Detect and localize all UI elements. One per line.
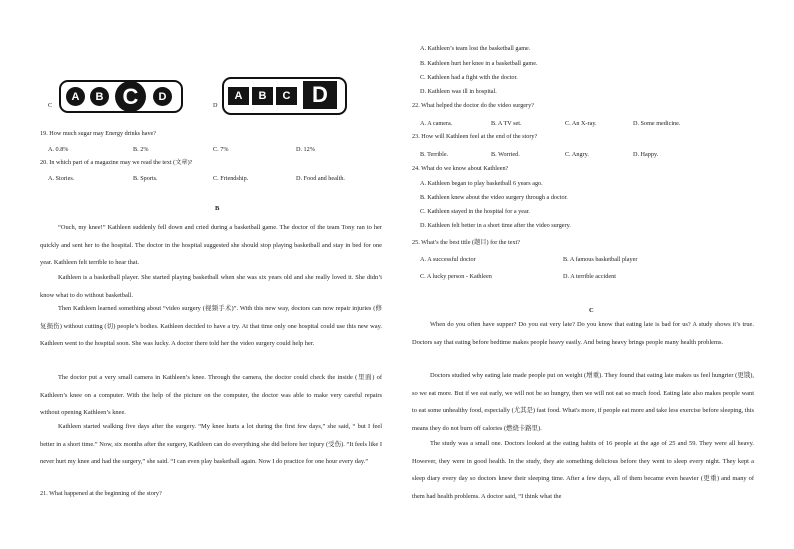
q19-option-c: C. 7% — [213, 146, 229, 153]
q24-option-a: A. Kathleen began to play basketball 6 years ago. — [420, 180, 543, 187]
energy-rating-d-image — [222, 77, 347, 115]
q24-question: 24. What do we know about Kathleen? — [412, 165, 509, 172]
section-b-heading: B — [215, 205, 220, 212]
q19-option-a: A. 0.8% — [48, 146, 69, 153]
q20-option-a: A. Stories. — [48, 175, 75, 182]
q22-option-b: B. A TV set. — [491, 120, 522, 127]
q23-option-d: D. Happy. — [633, 151, 659, 158]
passage-c-paragraph-1: When do you often have supper? Do you eat very late? Do you know that eating late is bad for us? A study shows it’s true. Doctors say that eating before bedtime makes people heavy easily. And being heavy brings people many health problems. — [412, 321, 754, 346]
q22-option-a: A. A camera. — [420, 120, 453, 127]
q20-question: 20. In which part of a magazine may we read the text (文章)? — [40, 159, 193, 166]
q24-option-b: B. Kathleen knew about the video surgery through a doctor. — [420, 194, 568, 201]
q21-option-d: D. Kathleen was ill in hospital. — [420, 88, 497, 95]
q21-question: 21. What happened at the beginning of the story? — [40, 490, 162, 497]
q25-option-a: A. A successful doctor — [420, 256, 476, 263]
passage-b-paragraph-3: Then Kathleen learned something about “video surgery (视频手术)”. With this new way, doctors can now repair injuries (修复损伤) without cutting (切) people’s bodies. Kathleen decided to have a try. At that time only one hospital could use this new way. Kathleen went to the hospital soon. She was lucky. A doctor there told her the video surgery could help her. — [40, 305, 382, 347]
q23-question: 23. How will Kathleen feel at the end of the story? — [412, 133, 538, 140]
q22-option-c: C. An X-ray. — [565, 120, 597, 127]
passage-b-paragraph-5: Kathleen started walking five days after the surgery. “My knee hurts a lot during the first few days,” she said, “ but I feel better in a short time.” Now, six months after the surgery, Kathleen can do everything she did before her injury (受伤). “It feels like I never hurt my knee and had the surgery,” she said. “I can even play basketball again. Now I do practice for one hour every day.” — [40, 423, 382, 465]
grade-a-square: A — [228, 87, 249, 105]
q25-question: 25. What’s the best title (题目) for the text? — [412, 239, 520, 246]
q24-option-c: C. Kathleen stayed in the hospital for a year. — [420, 208, 530, 215]
grade-d-circle: D — [153, 87, 172, 106]
energy-rating-c-image — [59, 80, 183, 113]
grade-c-square: C — [276, 87, 297, 105]
q20-option-d: D. Food and health. — [296, 175, 345, 182]
passage-b-paragraph-4: The doctor put a very small camera in Kathleen’s knee. Through the camera, the doctor could check the inside (里面) of Kathleen’s knee on a computer. With the help of the picture on the computer, the doctor was able to make very careful repairs without opening Kathleen’s knee. — [40, 374, 382, 416]
q24-option-d: D. Kathleen felt better in a short time after the video surgery. — [420, 222, 571, 229]
grade-d-square-large: D — [303, 81, 337, 109]
q23-option-c: C. Angry. — [565, 151, 589, 158]
q22-question: 22. What helped the doctor do the video surgery? — [412, 102, 534, 109]
q23-option-a: B. Terrible. — [420, 151, 449, 158]
grade-a-circle: A — [66, 87, 85, 106]
q23-option-b: B. Worried. — [491, 151, 520, 158]
passage-b-paragraph-1: “Ouch, my knee!” Kathleen suddenly fell down and cried during a basketball game. The doctor of the team Tony ran to her quickly and sent her to the hospital. The doctor in the hospital suggested she should stop playing basketball and stay in bed for one year. Kathleen felt terrible to hear that. — [40, 224, 382, 266]
passage-c-paragraph-2: Doctors studied why eating late made people put on weight (增重). They found that eating late makes us feel hungrier (更饿), so we eat more. But if we eat early, we will not be so hungry, then we will not eat so much food. Eating late also makes people want to eat some unhealthy food, especially (尤其是) fast food. What's more, if people eat more and take less exercise before sleeping, this means they do not burn off calories (燃烧卡路里). — [412, 372, 754, 432]
q19-option-d: D. 12% — [296, 146, 315, 153]
q25-option-d: D. A terrible accident — [563, 273, 616, 280]
passage-c-paragraph-3: The study was a small one. Doctors looked at the eating habits of 16 people at the age of 25 and 59. They were all heavy. However, they were in good health. In the study, they ate something delicious before they went to sleep every night. They kept a sleep diary every day so doctors knew their sleeping time. After a few days, all of them became even heavier (更重) and many of them had health problems. A doctor said, “I think what the — [412, 440, 754, 500]
q25-option-b: B. A famous basketball player — [563, 256, 638, 263]
option-c-label: C — [48, 102, 53, 109]
q21-option-b: B. Kathleen hurt her knee in a basketball game. — [420, 60, 538, 67]
q21-option-c: C. Kathleen had a fight with the doctor. — [420, 74, 518, 81]
section-c-heading: C — [589, 307, 594, 314]
q22-option-d: D. Some medicine. — [633, 120, 681, 127]
q21-option-a: A. Kathleen’s team lost the basketball game. — [420, 45, 531, 52]
q20-option-b: B. Sports. — [133, 175, 158, 182]
q20-option-c: C. Friendship. — [213, 175, 249, 182]
grade-c-circle-large: C — [115, 81, 146, 112]
option-d-label: D — [213, 102, 218, 109]
q25-option-c: C. A lucky person - Kathleen — [420, 273, 492, 280]
passage-b-paragraph-2: Kathleen is a basketball player. She started playing basketball when she was six years old and she really loved it. She didn’t know what to do without basketball. — [40, 274, 382, 299]
grade-b-circle: B — [90, 87, 109, 106]
grade-b-square: B — [252, 87, 273, 105]
q19-option-b: B. 2% — [133, 146, 149, 153]
q19-question: 19. How much sugar may Energy drinks have? — [40, 130, 157, 137]
